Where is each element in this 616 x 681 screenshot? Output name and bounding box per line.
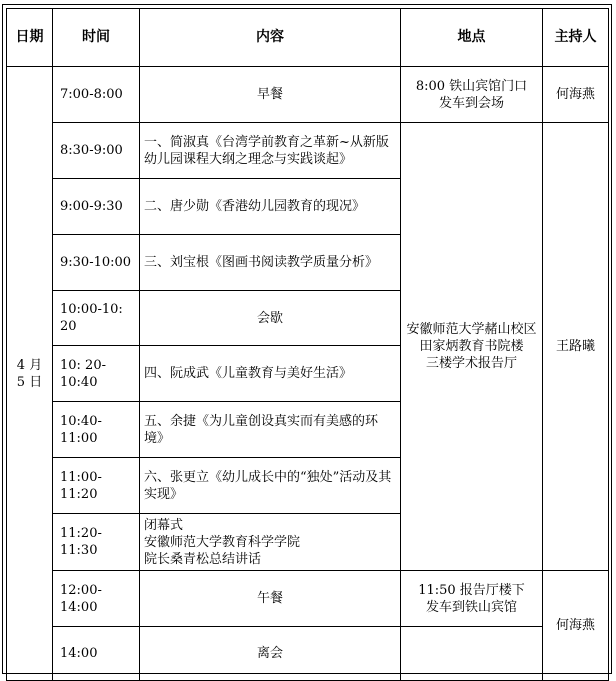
place-line: 发车到会场 bbox=[438, 95, 504, 111]
time-cell: 9:30-10:00 bbox=[53, 235, 140, 291]
content-cell: 三、刘宝根《图画书阅读教学质量分析》 bbox=[140, 235, 401, 291]
content-line: 闭幕式 bbox=[144, 517, 184, 533]
time-cell: 11:00-11:20 bbox=[53, 458, 140, 514]
time-cell: 10: 20-10:40 bbox=[53, 346, 140, 402]
table-row bbox=[7, 571, 609, 627]
schedule-frame bbox=[2, 4, 612, 674]
date-cell bbox=[7, 67, 53, 681]
place-leave bbox=[401, 627, 543, 681]
place-venue bbox=[401, 123, 543, 571]
date-day: 5 日 bbox=[16, 374, 43, 390]
time-cell: 11:20-11:30 bbox=[53, 514, 140, 571]
header-host: 主持人 bbox=[543, 9, 609, 67]
place-line: 田家炳教育书院楼 bbox=[419, 339, 524, 354]
place-line: 安徽师范大学赭山校区 bbox=[406, 322, 537, 337]
content-cell: 六、张更立《幼儿成长中的“独处”活动及其实现》 bbox=[140, 458, 401, 514]
content-cell bbox=[140, 514, 401, 571]
content-cell: 离会 bbox=[140, 627, 401, 681]
host-sessions: 王路曦 bbox=[543, 123, 609, 571]
time-cell: 10:00-10: 20 bbox=[53, 291, 140, 346]
time-cell: 7:00-8:00 bbox=[53, 67, 140, 123]
content-cell: 早餐 bbox=[140, 67, 401, 123]
table-row bbox=[7, 67, 609, 123]
header-content: 内容 bbox=[140, 9, 401, 67]
place-breakfast bbox=[401, 67, 543, 123]
header-date: 日期 bbox=[7, 9, 53, 67]
content-cell: 一、简淑真《台湾学前教育之革新~从新版幼儿园课程大纲之理念与实践谈起》 bbox=[140, 123, 401, 179]
content-cell: 午餐 bbox=[140, 571, 401, 627]
place-lunch bbox=[401, 571, 543, 627]
host-morning: 何海燕 bbox=[543, 67, 609, 123]
header-time: 时间 bbox=[53, 9, 140, 67]
time-cell: 9:00-9:30 bbox=[53, 179, 140, 235]
host-afternoon: 何海燕 bbox=[543, 571, 609, 681]
content-cell: 会歇 bbox=[140, 291, 401, 346]
place-line: 发车到铁山宾馆 bbox=[425, 599, 517, 615]
time-cell: 14:00 bbox=[53, 627, 140, 681]
content-line: 院长桑青松总结讲话 bbox=[144, 551, 262, 567]
table-row bbox=[7, 627, 609, 681]
date-month: 4 月 bbox=[16, 357, 43, 373]
place-line: 11:50 报告厅楼下 bbox=[418, 582, 525, 598]
time-cell: 10:40-11:00 bbox=[53, 402, 140, 458]
header-place: 地点 bbox=[401, 9, 543, 67]
table-row bbox=[7, 123, 609, 179]
time-cell: 8:30-9:00 bbox=[53, 123, 140, 179]
time-cell: 12:00-14:00 bbox=[53, 571, 140, 627]
content-line: 安徽师范大学教育科学学院 bbox=[144, 534, 301, 550]
schedule-table bbox=[6, 8, 609, 681]
content-cell: 二、唐少勋《香港幼儿园教育的现况》 bbox=[140, 179, 401, 235]
place-line: 三楼学术报告厅 bbox=[425, 356, 517, 371]
content-cell: 五、余捷《为儿童创设真实而有美感的环境》 bbox=[140, 402, 401, 458]
content-cell: 四、阮成武《儿童教育与美好生活》 bbox=[140, 346, 401, 402]
header-row bbox=[7, 9, 609, 67]
place-line: 8:00 铁山宾馆门口 bbox=[415, 78, 528, 94]
